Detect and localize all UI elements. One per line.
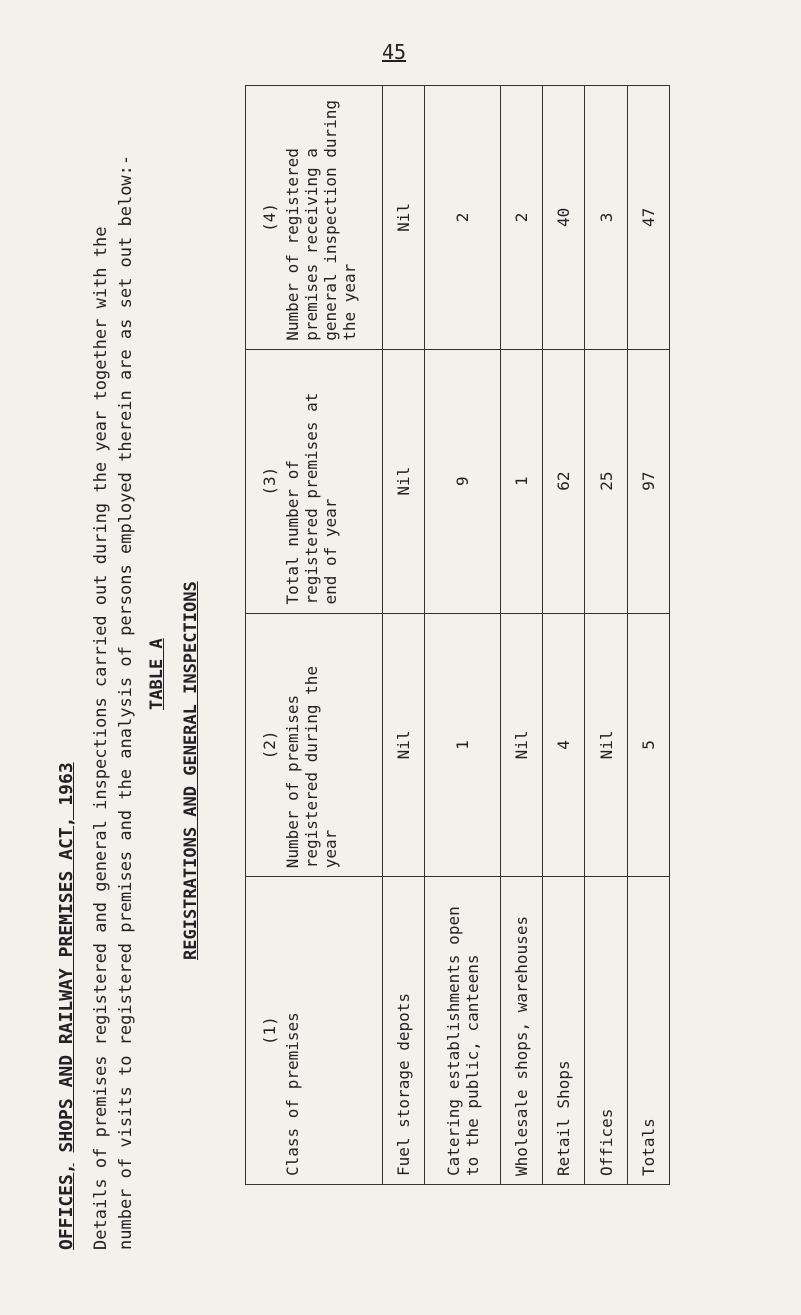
table-row xyxy=(543,86,585,1185)
column-index: (1) xyxy=(260,1016,279,1046)
header-cell xyxy=(246,613,383,877)
intro-paragraph xyxy=(89,155,139,1250)
act-heading xyxy=(55,70,79,1250)
registered-cell: Nil xyxy=(383,613,425,877)
total-cell: 1 xyxy=(500,349,542,613)
table-row xyxy=(585,86,627,1185)
heading-offices: OFFICES, xyxy=(56,1163,77,1250)
class-cell: Catering establishments open to the public, canteens xyxy=(425,877,501,1185)
column-label: Total number of registered premises at end of year xyxy=(283,392,340,605)
inspected-cell: Nil xyxy=(383,86,425,350)
heading-act-title: SHOPS AND RAILWAY PREMISES ACT, 1963 xyxy=(56,762,77,1153)
totals-registered: 5 xyxy=(627,613,669,877)
column-label: Number of premises registered during the year xyxy=(283,665,340,869)
totals-label: Totals xyxy=(627,877,669,1185)
header-cell xyxy=(246,86,383,350)
header-cell xyxy=(246,877,383,1185)
column-index: (4) xyxy=(260,202,279,232)
table-row xyxy=(383,86,425,1185)
column-index: (2) xyxy=(260,730,279,760)
intro-line: number of visits to registered premises and the analysis of persons employed therein are as set out below:- xyxy=(116,154,136,1250)
intro-line: Details of premises registered and general inspections carried out during the year together with the xyxy=(91,226,111,1250)
inspected-cell: 3 xyxy=(585,86,627,350)
class-cell: Offices xyxy=(585,877,627,1185)
class-cell: Retail Shops xyxy=(543,877,585,1185)
table-row xyxy=(425,86,501,1185)
column-label: Class of premises xyxy=(283,1012,302,1176)
rotated-page-content xyxy=(55,70,705,1250)
table-header-row xyxy=(246,86,383,1185)
total-cell: Nil xyxy=(383,349,425,613)
totals-inspected: 47 xyxy=(627,86,669,350)
totals-total: 97 xyxy=(627,349,669,613)
registered-cell: Nil xyxy=(500,613,542,877)
column-index: (3) xyxy=(260,466,279,496)
registered-cell: 4 xyxy=(543,613,585,877)
inspected-cell: 40 xyxy=(543,86,585,350)
class-cell: Fuel storage depots xyxy=(383,877,425,1185)
total-cell: 25 xyxy=(585,349,627,613)
total-cell: 9 xyxy=(425,349,501,613)
registrations-table xyxy=(245,85,670,1185)
table-title: REGISTRATIONS AND GENERAL INSPECTIONS xyxy=(181,581,201,960)
class-cell: Wholesale shops, warehouses xyxy=(500,877,542,1185)
inspected-cell: 2 xyxy=(500,86,542,350)
header-cell xyxy=(246,349,383,613)
page-number: 45 xyxy=(382,40,407,64)
table-label: TABLE A xyxy=(147,638,167,710)
column-label: Number of registered premises receiving a general inspection during the year xyxy=(283,99,359,341)
registered-cell: Nil xyxy=(585,613,627,877)
registered-cell: 1 xyxy=(425,613,501,877)
table-row xyxy=(500,86,542,1185)
totals-row xyxy=(627,86,669,1185)
inspected-cell: 2 xyxy=(425,86,501,350)
total-cell: 62 xyxy=(543,349,585,613)
